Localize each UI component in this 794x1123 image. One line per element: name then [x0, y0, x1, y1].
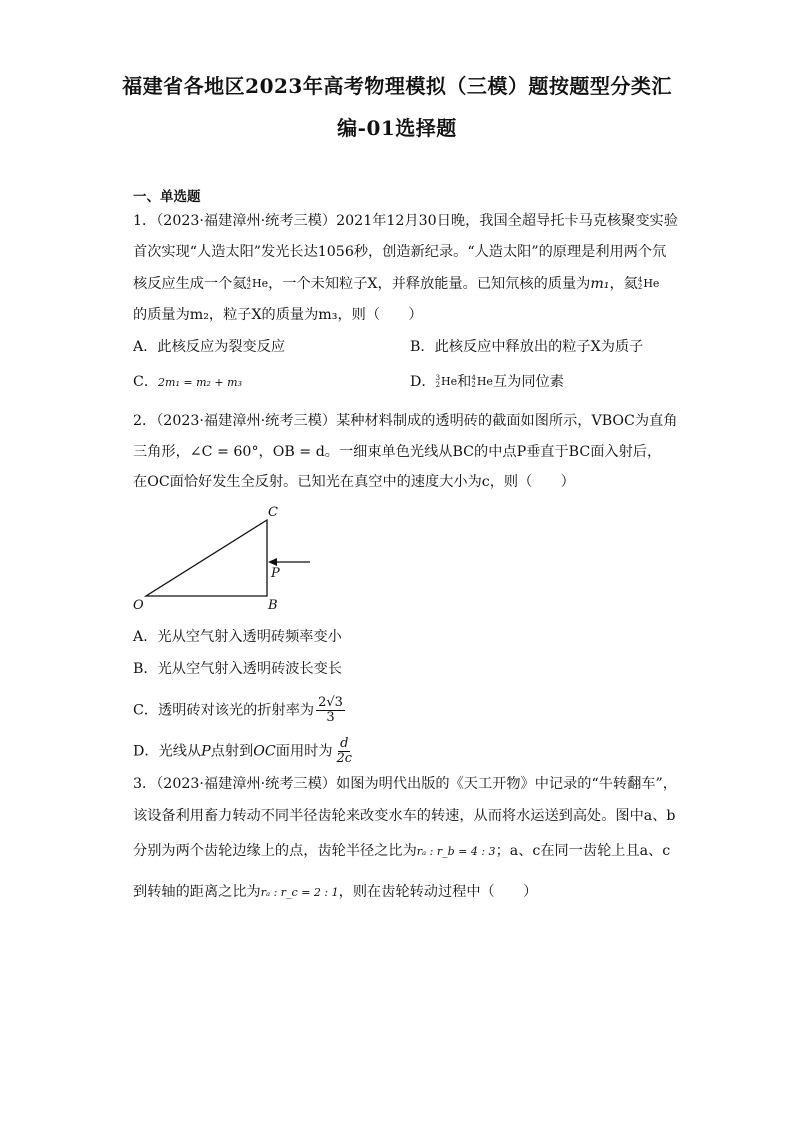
q2-option-c-text: C．透明砖对该光的折射率为	[133, 702, 315, 719]
q1-option-d-mid: 和	[457, 374, 472, 390]
q2-option-d-fraction	[335, 737, 355, 766]
q2-option-c-fraction	[316, 696, 345, 725]
he4-mass-2: 4	[637, 276, 643, 284]
q3-line4-part1: 到转轴的距离之比为	[133, 884, 261, 900]
q2-option-d-b: 点射到	[210, 743, 254, 760]
q2-line2: 三角形，∠C = 60°，OB = d。一细束单色光线从BC的中点P垂直于BC面入射后，	[133, 444, 662, 460]
q1-option-c-label: C．	[133, 374, 159, 390]
helium4-isotope	[247, 274, 269, 294]
q2-line3: 在OC面恰好发生全反射。已知光在真空中的速度大小为c，则（ ）	[133, 474, 575, 490]
triangle-boc	[146, 520, 267, 596]
q1-option-a[interactable]: A．此核反应为裂变反应	[133, 339, 286, 355]
fraction-denominator: 3	[326, 710, 335, 725]
he3-z: 2	[435, 381, 441, 389]
q1-option-b[interactable]: B．此核反应中释放出的粒子X为质子	[410, 339, 644, 355]
q1-line2: 首次实现“人造太阳”发光长达1056秒，创造新纪录。“人造太阳”的原理是利用两个氘	[133, 244, 667, 260]
q2-option-a[interactable]: A．光从空气射入透明砖频率变小	[133, 629, 342, 645]
q3-line2: 该设备利用畜力转动不同半径齿轮来改变水车的转速，从而将水运送到高处。图中a、b	[133, 808, 676, 824]
he4-mass: 4	[246, 276, 251, 284]
q2-option-d[interactable]	[133, 737, 354, 766]
q2-option-d-oc: OC	[253, 743, 276, 760]
q2-option-d-c: 面用时为	[275, 743, 333, 760]
q1-line3-part2: ，一个未知粒子X，并释放能量。已知氘核的质量为	[268, 276, 591, 292]
q1-option-d[interactable]	[410, 372, 564, 392]
document-title-line2: 编-01选择题	[337, 116, 457, 140]
helium4-isotope-2	[638, 274, 660, 294]
q3-line3-part2: ；a、c在同一齿轮上且a、c	[495, 843, 671, 859]
q3-radius-ratio: rₐ : r_b = 4 : 3	[416, 845, 496, 858]
q2-option-d-a: D．光线从	[133, 743, 202, 760]
he4-z-2: 2	[637, 283, 643, 291]
q1-line3-part1: 核反应生成一个氦	[133, 276, 247, 292]
q3-line4	[133, 882, 537, 903]
q2-option-c[interactable]	[133, 696, 345, 725]
q1-line4: 的质量为m₂，粒子X的质量为m₃，则（ ）	[133, 307, 423, 323]
he3-mass: 3	[435, 374, 441, 382]
q2-option-d-p: P	[201, 743, 211, 760]
q3-line4-part2: ，则在齿轮转动过程中（ ）	[338, 884, 538, 900]
he4-mass-3: 4	[471, 374, 476, 382]
section-heading: 一、单选题	[133, 189, 201, 205]
q1-line1: 1．（2023·福建漳州·统考三模）2021年12月30日晚，我国全超导托卡马克核聚变实验	[133, 213, 678, 229]
q1-line3-part3: ，氦	[609, 276, 638, 292]
he4-z: 2	[246, 283, 251, 291]
q1-m1: m₁	[590, 276, 610, 292]
he3-symbol: He	[441, 375, 458, 388]
label-p: P	[271, 566, 280, 581]
fraction-denominator-d: 2c	[336, 751, 353, 766]
fraction-numerator: 2√3	[318, 695, 343, 710]
fraction-numerator-d: d	[340, 736, 349, 751]
q1-option-d-end: 互为同位素	[492, 374, 564, 390]
document-title-line1: 福建省各地区2023年高考物理模拟（三模）题按题型分类汇	[122, 74, 672, 98]
label-b: B	[268, 598, 278, 613]
label-c: C	[268, 505, 278, 520]
he4-symbol: He	[251, 277, 269, 290]
q1-option-c-formula: 2m₁ = m₂ + m₃	[158, 376, 242, 389]
q1-option-d-label: D．	[410, 374, 436, 390]
label-o: O	[133, 598, 144, 613]
q1-option-c[interactable]	[133, 372, 242, 393]
q3-line3	[133, 841, 670, 862]
he4-symbol-3: He	[476, 375, 493, 388]
helium4-isotope-3	[471, 372, 493, 392]
q3-line3-part1: 分别为两个齿轮边缘上的点，齿轮半径之比为	[133, 843, 417, 859]
q2-option-b[interactable]: B．光从空气射入透明砖波长变长	[133, 661, 343, 677]
q3-line1: 3．（2023·福建漳州·统考三模）如图为明代出版的《天工开物》中记录的“牛转翻车”，	[133, 776, 677, 792]
he4-z-3: 2	[471, 381, 476, 389]
ray-arrowhead	[268, 558, 277, 566]
q3-distance-ratio: rₐ : r_c = 2 : 1	[260, 886, 339, 899]
q1-line3	[133, 274, 659, 294]
triangle-figure	[130, 500, 330, 615]
helium3-isotope	[436, 372, 458, 392]
he4-symbol-2: He	[643, 277, 660, 290]
q2-line1: 2．（2023·福建漳州·统考三模）某种材料制成的透明砖的截面如图所示，VBOC为直角	[133, 413, 678, 429]
